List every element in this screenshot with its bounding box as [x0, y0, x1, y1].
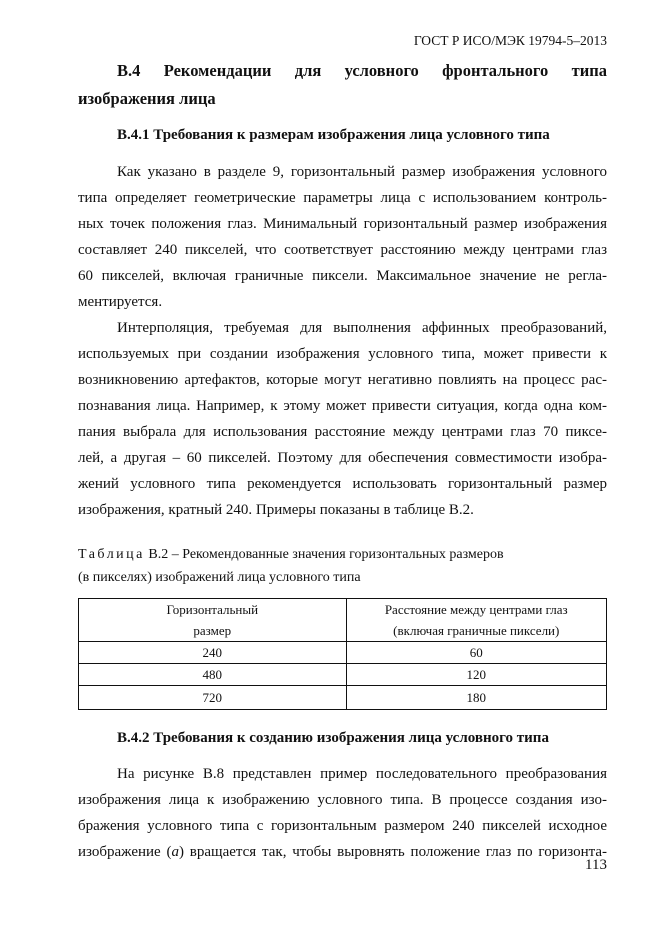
text-line: На рисунке B.8 представлен пример последовательного преобразования — [117, 766, 607, 782]
table-caption-line-1 — [78, 543, 504, 566]
table-row — [79, 664, 607, 686]
recommended-sizes-table — [78, 598, 607, 710]
text-line: возникновению артефактов, которые могут негативно повлиять на процесс рас- — [78, 372, 607, 388]
text-line: пания выбрала для использования расстояние между центрами глаз 70 пиксе- — [78, 424, 607, 440]
table-header-row — [79, 599, 607, 642]
table-caption — [78, 543, 504, 589]
italic-figure-label: a — [171, 844, 179, 860]
text-line: изображения лица к изображению условного типа. В процессе создания изо- — [78, 792, 607, 808]
header-line: Расстояние между центрами глаз — [384, 602, 568, 617]
text-fragment: ) вращается так, чтобы выровнять положение глаз по горизонта- — [179, 844, 607, 860]
text-line: бражения условного типа с горизонтальным размером 240 пикселей исходное — [78, 818, 607, 834]
text-line: ментируется. — [78, 294, 163, 310]
heading-word: фронтального — [442, 61, 549, 80]
table-number: B.2 — [148, 547, 169, 562]
text-line: составляет 240 пикселей, что соответствует расстоянию между центрами глаз — [78, 242, 607, 258]
table-cell: 120 — [346, 664, 606, 686]
subsection-heading-b42: B.4.2 Требования к созданию изображения лица условного типа — [117, 730, 549, 746]
table-cell: 60 — [346, 642, 606, 664]
text-line: ных точек положения глаз. Минимальный горизонтальный размер изображения — [78, 216, 607, 232]
header-line: размер — [193, 623, 232, 638]
text-line: познавания лица. Например, к этому может привести ситуация, когда одна ком- — [78, 398, 607, 414]
text-line: 60 пикселей, включая граничные пиксели. Максимальное значение не регла- — [78, 268, 607, 284]
document-header: ГОСТ Р ИСО/МЭК 19794-5–2013 — [413, 33, 607, 48]
heading-word: типа — [571, 61, 607, 80]
header-line: (включая граничные пиксели) — [393, 623, 560, 638]
text-line: Интерполяция, требуемая для выполнения аффинных преобразований, — [117, 320, 607, 336]
section-heading-line-1 — [78, 57, 607, 85]
heading-word: условного — [344, 61, 419, 80]
text-line: изображения, кратный 240. Примеры показаны в таблице B.2. — [78, 502, 474, 518]
text-line: типа определяет геометрические параметры лица с использованием контроль- — [78, 190, 607, 206]
table-row — [79, 642, 607, 664]
text-line: Как указано в разделе 9, горизонтальный размер изображения условного — [117, 164, 607, 180]
text-fragment: изображение ( — [78, 844, 172, 860]
paragraph-1 — [78, 159, 607, 315]
page-number: 113 — [585, 857, 607, 873]
section-number: B.4 — [117, 61, 141, 80]
table-cell: 720 — [79, 686, 347, 710]
section-heading — [78, 57, 607, 113]
heading-word: Рекомендации — [163, 61, 272, 80]
table-caption-text: – Рекомендованные значения горизонтальных размеров — [168, 547, 504, 562]
table-row — [79, 686, 607, 710]
text-line — [78, 839, 607, 865]
table-cell: 180 — [346, 686, 606, 710]
paragraph-3 — [78, 761, 607, 865]
text-line: используемых при создании изображения условного типа, может привести к — [78, 346, 607, 362]
heading-word: для — [294, 61, 322, 80]
subsection-heading-b41: B.4.1 Требования к размерам изображения лица условного типа — [117, 127, 550, 143]
text-line: жений условного типа рекомендуется использовать горизонтальный размер — [78, 476, 607, 492]
table-label: Таблица — [78, 547, 145, 562]
column-header-horizontal-size — [79, 599, 347, 642]
table-cell: 240 — [79, 642, 347, 664]
text-line: лей, а другая – 60 пикселей. Поэтому для обеспечения совместимости изобра- — [78, 450, 607, 466]
table-cell: 480 — [79, 664, 347, 686]
table-caption-line-2: (в пикселях) изображений лица условного типа — [78, 570, 361, 585]
header-line: Горизонтальный — [166, 602, 259, 617]
section-heading-line-2: изображения лица — [78, 89, 216, 108]
column-header-eye-distance — [346, 599, 606, 642]
paragraph-2 — [78, 315, 607, 523]
